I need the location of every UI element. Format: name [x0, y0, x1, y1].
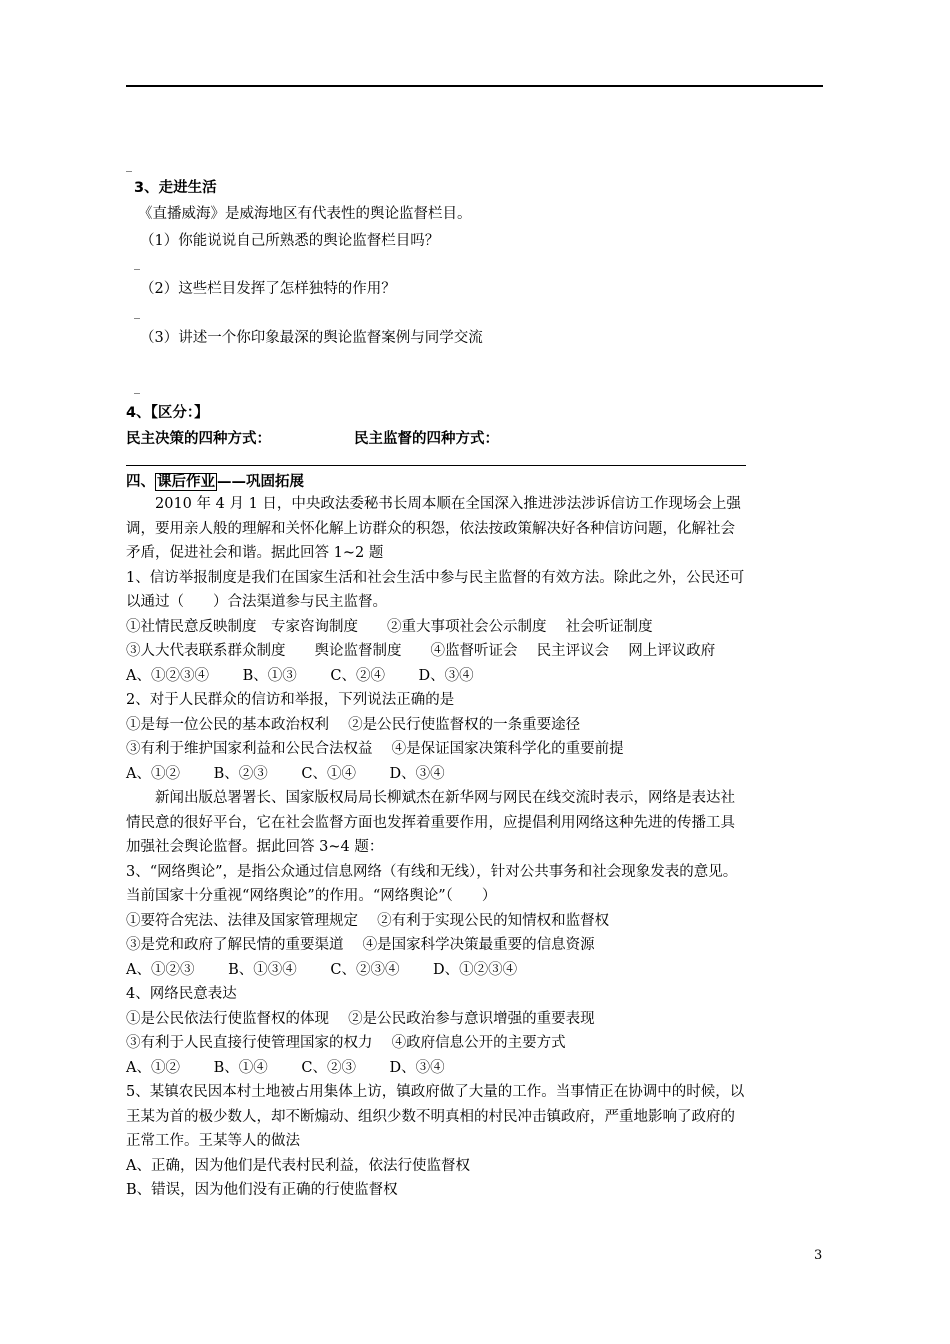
question-2-option-line: ③有利于维护国家利益和公民合法权益 ④是保证国家决策科学化的重要前提 [126, 741, 624, 757]
question-3-choices: A、①②③ B、①③④ C、②③④ D、①②③④ [126, 961, 518, 978]
section3-heading: 3、走进生活 [134, 180, 217, 196]
homework-boxed-title: 课后作业 [157, 474, 215, 490]
question-4-option-line: ③有利于人民直接行使管理国家的权力 ④政府信息公开的主要方式 [126, 1035, 566, 1051]
question-3-stem: 3、“网络舆论”，是指公众通过信息网络（有线和无线），针对公共事务和社会现象发表的意见。 [126, 863, 738, 880]
passage-1-line: 矛盾，促进社会和谐。据此回答 1~2 题 [126, 545, 384, 561]
homework-heading [126, 470, 304, 491]
section3-question-2: （2）这些栏目发挥了怎样独特的作用？ [140, 281, 396, 297]
question-5-option: A、正确，因为他们是代表村民利益，依法行使监督权 [126, 1157, 470, 1174]
question-1-stem: 1、信访举报制度是我们在国家生活和社会生活中参与民主监督的有效方法。除此之外，公民还可 [126, 569, 745, 586]
dash-mark: _ [126, 158, 132, 172]
question-4-stem: 4、网络民意表达 [126, 986, 237, 1002]
dash-mark: _ [134, 256, 140, 270]
question-2-choices: A、①② B、②③ C、①④ D、③④ [126, 765, 445, 782]
question-5-option: B、错误，因为他们没有正确的行使监督权 [126, 1182, 398, 1198]
homework-body [126, 492, 826, 1203]
page-number: 3 [814, 1248, 823, 1263]
passage-2-line: 情民意的很好平台，它在社会监督方面也发挥着重要作用，应提倡利用网络这种先进的传播工具 [126, 814, 735, 831]
dash-mark: _ [134, 380, 140, 394]
question-5-stem: 王某为首的极少数人，却不断煽动、组织少数不明真相的村民冲击镇政府，严重地影响了政府的 [126, 1108, 735, 1125]
passage-1-line: 调，要用亲人般的理解和关怀化解上访群众的积怨，依法按政策解决好各种信访问题，化解社会 [126, 520, 735, 537]
dash-mark: _ [134, 305, 140, 319]
homework-suffix: ——巩固拓展 [217, 474, 304, 490]
passage-1-line: 2010 年 4 月 1 日，中央政法委秘书长周本顺在全国深入推进涉法涉诉信访工作现场会上强 [126, 496, 741, 512]
header-rule [126, 85, 823, 87]
democratic-decision-label: 民主决策的四种方式： [126, 431, 271, 447]
question-5-stem: 正常工作。王某等人的做法 [126, 1133, 300, 1149]
question-3-stem: 当前国家十分重视“网络舆论”的作用。“网络舆论”（ ） [126, 888, 497, 904]
question-3-option-line: ③是党和政府了解民情的重要渠道 ④是国家科学决策最重要的信息资源 [126, 937, 595, 953]
section4-heading: 4、【区分：】 [126, 405, 209, 421]
question-2-stem: 2、对于人民群众的信访和举报，下列说法正确的是 [126, 692, 455, 708]
question-1-option-line: ①社情民意反映制度 专家咨询制度 ②重大事项社会公示制度 社会听证制度 [126, 618, 653, 635]
section-divider [126, 465, 746, 466]
question-1-stem: 以通过（ ）合法渠道参与民主监督。 [126, 594, 387, 610]
passage-2-line: 新闻出版总署署长、国家版权局局长柳斌杰在新华网与网民在线交流时表示，网络是表达社 [126, 790, 735, 806]
section3-intro: 《直播威海》是威海地区有代表性的舆论监督栏目。 [138, 206, 472, 222]
question-4-option-line: ①是公民依法行使监督权的体现 ②是公民政治参与意识增强的重要表现 [126, 1010, 595, 1027]
question-4-choices: A、①② B、①④ C、②③ D、③④ [126, 1059, 445, 1076]
question-1-option-line: ③人大代表联系群众制度 舆论监督制度 ④监督听证会 民主评议会 网上评议政府 [126, 643, 716, 659]
homework-prefix: 四、 [126, 474, 155, 490]
question-5-stem: 5、某镇农民因本村土地被占用集体上访，镇政府做了大量的工作。当事情正在协调中的时候，以 [126, 1084, 745, 1100]
passage-2-line: 加强社会舆论监督。据此回答 3~4 题： [126, 839, 384, 855]
question-3-option-line: ①要符合宪法、法律及国家管理规定 ②有利于实现公民的知情权和监督权 [126, 912, 610, 929]
question-2-option-line: ①是每一位公民的基本政治权利 ②是公民行使监督权的一条重要途径 [126, 716, 581, 733]
section3-question-1: （1）你能说说自己所熟悉的舆论监督栏目吗？ [140, 233, 440, 249]
democratic-supervision-label: 民主监督的四种方式： [354, 431, 499, 447]
question-1-choices: A、①②③④ B、①③ C、②④ D、③④ [126, 667, 474, 684]
section3-question-3: （3）讲述一个你印象最深的舆论监督案例与同学交流 [140, 330, 483, 346]
